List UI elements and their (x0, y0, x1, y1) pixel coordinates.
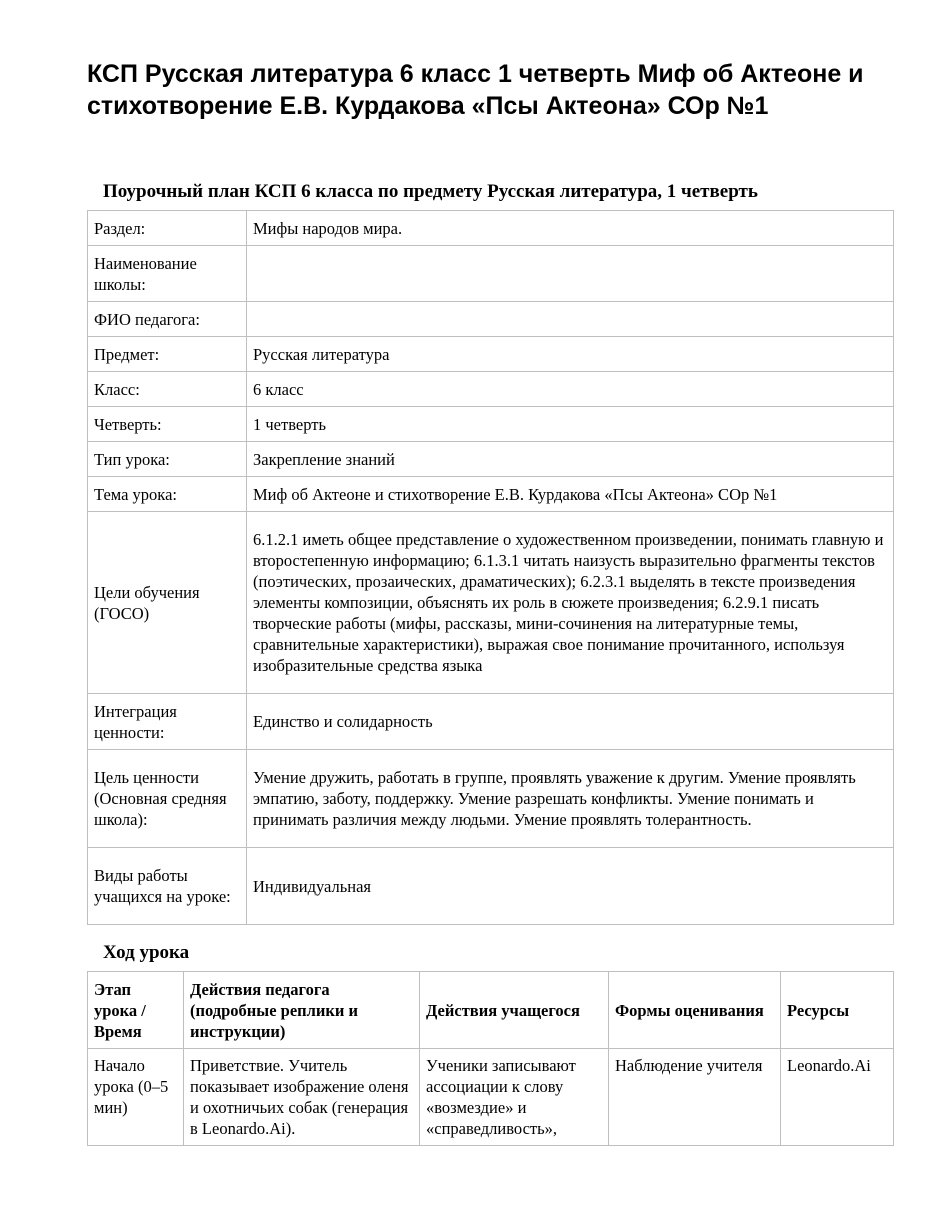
cell-student-actions: Ученики записывают ассоциации к слову «возмездие» и «справедливость», (420, 1049, 609, 1146)
row-value: Единство и солидарность (247, 694, 894, 750)
row-label: Наименование школы: (88, 246, 247, 302)
column-header-teacher-actions: Действия педагога (подробные реплики и инструкции) (184, 972, 420, 1049)
cell-resources: Leonardo.Ai (781, 1049, 894, 1146)
row-value: Русская литература (247, 337, 894, 372)
table-row (88, 442, 894, 477)
row-label: Раздел: (88, 211, 247, 246)
row-value: Индивидуальная (247, 848, 894, 925)
table-row (88, 848, 894, 925)
table-row (88, 337, 894, 372)
row-value: Мифы народов мира. (247, 211, 894, 246)
table-row (88, 407, 894, 442)
row-label: Тип урока: (88, 442, 247, 477)
lesson-progress-table (87, 971, 894, 1146)
row-value: 6 класс (247, 372, 894, 407)
lesson-plan-table (87, 210, 894, 925)
table-row (88, 302, 894, 337)
table-row (88, 512, 894, 694)
row-value: 1 четверть (247, 407, 894, 442)
cell-assessment: Наблюдение учителя (609, 1049, 781, 1146)
row-label: Четверть: (88, 407, 247, 442)
table-row (88, 694, 894, 750)
table-row (88, 372, 894, 407)
table-row (88, 211, 894, 246)
row-label: Тема урока: (88, 477, 247, 512)
column-header-student-actions: Действия учащегося (420, 972, 609, 1049)
lesson-plan-heading: Поурочный план КСП 6 класса по предмету Русская литература, 1 четверть (103, 181, 758, 202)
column-header-stage: Этап урока / Время (88, 972, 184, 1049)
table-row (88, 477, 894, 512)
row-label: Предмет: (88, 337, 247, 372)
row-value: Закрепление знаний (247, 442, 894, 477)
cell-stage: Начало урока (0–5 мин) (88, 1049, 184, 1146)
row-label: Класс: (88, 372, 247, 407)
row-value: Умение дружить, работать в группе, проявлять уважение к другим. Умение проявлять эмпатию, заботу, поддержку. Умение разрешать конфликты. Умение понимать и принимать различия между людьми. Умение проявлять толерантность. (247, 750, 894, 848)
row-label: Цель ценности (Основная средняя школа): (88, 750, 247, 848)
row-value: 6.1.2.1 иметь общее представление о художественном произведении, понимать главную и второстепенную информацию; 6.1.3.1 читать наизусть выразительно фрагменты текстов (поэтических, прозаических, драматических); 6.2.3.1 выделять в тексте произведения элементы композиции, объяснять их роль в сюжете произведения; 6.2.9.1 писать творческие работы (мифы, рассказы, мини-сочинения на литературные темы, сравнительные характеристики), выражая свое понимание прочитанного, используя изобразительные средства языка (247, 512, 894, 694)
column-header-resources: Ресурсы (781, 972, 894, 1049)
row-label: Интеграция ценности: (88, 694, 247, 750)
row-value: Миф об Актеоне и стихотворение Е.В. Курдакова «Псы Актеона» СОр №1 (247, 477, 894, 512)
document-title: КСП Русская литература 6 класс 1 четверть Миф об Актеоне и стихотворение Е.В. Курдакова «Псы Актеона» СОр №1 (87, 60, 864, 120)
table-row (88, 246, 894, 302)
row-value (247, 246, 894, 302)
table-row (88, 1049, 894, 1146)
table-header-row (88, 972, 894, 1049)
lesson-progress-heading: Ход урока (103, 942, 190, 963)
row-label: Виды работы учащихся на уроке: (88, 848, 247, 925)
row-value (247, 302, 894, 337)
row-label: Цели обучения (ГОСО) (88, 512, 247, 694)
row-label: ФИО педагога: (88, 302, 247, 337)
cell-teacher-actions: Приветствие. Учитель показывает изображение оленя и охотничьих собак (генерация в Leonardo.Ai). (184, 1049, 420, 1146)
table-row (88, 750, 894, 848)
column-header-assessment: Формы оценивания (609, 972, 781, 1049)
